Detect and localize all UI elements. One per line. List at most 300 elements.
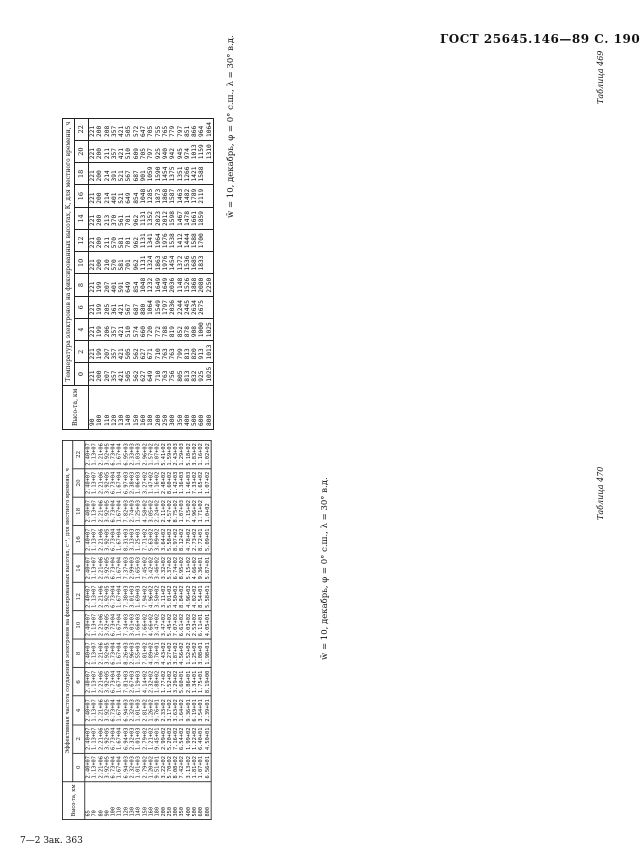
table470-caption: Эффективная частота соударений электронов на фиксированных высотах, с⁻¹, для местного времени, ч	[62, 440, 72, 781]
value-cell: 6.73+04	[110, 582, 116, 610]
value-cell: 1.16+02	[198, 440, 204, 468]
value-cell: 510	[125, 140, 132, 162]
value-cell: 1.07+02	[154, 440, 160, 468]
value-cell: 357	[111, 341, 118, 363]
value-cell: 1526	[184, 274, 191, 296]
value-cell: 609	[133, 140, 140, 162]
value-cell: 8.97+02	[173, 526, 179, 554]
value-cell: 6.73+04	[110, 725, 116, 753]
value-cell: 2.40+07	[85, 639, 92, 667]
value-cell: 2.32+03	[129, 696, 135, 724]
value-cell: 925	[198, 363, 205, 385]
altitude-cell: 200	[155, 385, 162, 429]
value-cell: 562	[133, 341, 140, 363]
value-cell: 710	[155, 363, 162, 385]
value-cell: 1.77+02	[160, 668, 166, 696]
value-cell: 1549	[155, 296, 162, 318]
value-cell: 880	[140, 296, 147, 318]
value-cell: 8.26+03	[123, 639, 129, 667]
value-cell: 1.67+04	[117, 668, 123, 696]
altitude-cell: 500	[191, 385, 198, 429]
value-cell: 199	[96, 296, 103, 318]
value-cell: 8.60+02	[167, 469, 173, 497]
hour-header: 0	[73, 753, 85, 781]
value-cell: 1.01+03	[135, 725, 141, 753]
value-cell: 813	[184, 363, 191, 385]
value-cell: 9.36+01	[198, 554, 204, 582]
altitude-cell: 300	[173, 781, 179, 819]
value-cell: 2.21+06	[98, 639, 104, 667]
value-cell: 7.01+02	[142, 639, 148, 667]
value-cell: 6.73+04	[110, 526, 116, 554]
value-cell: 5.60+01	[179, 668, 185, 696]
value-cell: 2012	[162, 207, 169, 229]
value-cell: 671	[147, 341, 154, 363]
hour-header: 8	[73, 639, 85, 667]
value-cell: 1598	[169, 207, 176, 229]
value-cell: 1000	[198, 318, 205, 340]
value-cell: 391	[111, 163, 118, 185]
value-cell: 1.67+04	[117, 639, 123, 667]
value-cell: 214	[104, 185, 111, 207]
value-cell: 7.81+03	[123, 668, 129, 696]
hour-header: 6	[75, 296, 89, 318]
table469-hours-row	[75, 118, 89, 429]
altitude-cell: 100	[96, 385, 103, 429]
hour-header: 16	[75, 185, 89, 207]
value-cell: 561	[118, 207, 125, 229]
value-cell: 974	[184, 140, 191, 162]
value-cell: 2675	[198, 296, 205, 318]
value-cell: 5.58+01	[204, 582, 211, 610]
value-cell: 2.67+03	[129, 668, 135, 696]
value-cell: 3.87+02	[173, 639, 179, 667]
value-cell: 581	[118, 229, 125, 251]
value-cell: 401	[111, 274, 118, 296]
table470-body	[85, 440, 211, 819]
value-cell: 6.56+01	[204, 753, 211, 781]
altitude-cell: 180	[154, 781, 160, 819]
altitude-cell: 400	[186, 781, 192, 819]
table469-condition: w̄ = 10, декабрь, φ = 0° с.ш., λ = 30° в.д.	[226, 35, 236, 218]
value-cell: 3.92+05	[104, 753, 110, 781]
value-cell: 3.42+02	[148, 554, 154, 582]
value-cell	[206, 185, 214, 207]
value-cell: 2.38+03	[129, 469, 135, 497]
value-cell: 3.01+03	[129, 582, 135, 610]
value-cell: 1.52+02	[186, 639, 192, 667]
value-cell: 1588	[191, 229, 198, 251]
value-cell: 1131	[140, 252, 147, 274]
value-cell: 2.21+06	[98, 668, 104, 696]
value-cell: 6.73+04	[110, 440, 116, 468]
value-cell: 1375	[169, 163, 176, 185]
value-cell: 7.71+02	[142, 526, 148, 554]
value-cell: 4.66+02	[148, 611, 154, 639]
hour-header: 22	[75, 118, 89, 140]
value-cell: 1266	[184, 163, 191, 185]
value-cell: 908	[191, 318, 198, 340]
value-cell: 1649	[155, 274, 162, 296]
value-cell: 2036	[169, 296, 176, 318]
value-cell: 1.03+03	[135, 440, 141, 468]
value-cell: 199	[96, 274, 103, 296]
value-cell: 1.55+03	[135, 639, 141, 667]
value-cell: 7.38+03	[123, 582, 129, 610]
value-cell: 2.21+06	[98, 526, 104, 554]
altitude-cell: 140	[125, 385, 132, 429]
value-cell: 4.57+02	[167, 497, 173, 525]
value-cell: 962	[133, 207, 140, 229]
value-cell: 4.50+02	[173, 582, 179, 610]
value-cell: 5.09+01	[204, 526, 211, 554]
value-cell: 3.63+02	[173, 696, 179, 724]
table469-body	[89, 118, 214, 429]
value-cell: 221	[89, 140, 97, 162]
value-cell: 2.40+07	[85, 554, 92, 582]
value-cell: 6.95+03	[123, 440, 129, 468]
value-cell: 1.0+02	[204, 497, 211, 525]
value-cell: 1372	[177, 252, 184, 274]
value-cell: 213	[104, 207, 111, 229]
hour-header: 20	[75, 140, 89, 162]
value-cell: 221	[89, 185, 97, 207]
value-cell: 779	[169, 118, 176, 140]
value-cell: 505	[125, 118, 132, 140]
value-cell: 2036	[169, 274, 176, 296]
hour-header: 0	[75, 363, 89, 385]
value-cell: 1.52+02	[167, 668, 173, 696]
value-cell: 1463	[177, 185, 184, 207]
value-cell: 1.01+03	[135, 753, 141, 781]
altitude-cell: 65	[85, 781, 92, 819]
hour-header: 16	[73, 526, 85, 554]
value-cell: 421	[118, 341, 125, 363]
value-cell: 200	[96, 185, 103, 207]
value-cell: 2.40+07	[85, 497, 92, 525]
value-cell: 1964	[155, 229, 162, 251]
value-cell: 6.73+04	[110, 753, 116, 781]
value-cell: 649	[125, 185, 132, 207]
value-cell: 7.66+02	[142, 611, 148, 639]
value-cell: 756	[169, 363, 176, 385]
value-cell: 820	[191, 341, 198, 363]
hour-header: 20	[73, 469, 85, 497]
table-row	[104, 118, 111, 429]
value-cell: 2.21+06	[98, 497, 104, 525]
value-cell: 1310	[206, 140, 214, 162]
value-cell: 2.33+02	[160, 696, 166, 724]
hour-header: 10	[73, 611, 85, 639]
altitude-cell: 600	[198, 385, 205, 429]
value-cell: 660	[140, 318, 147, 340]
value-cell: 1048	[140, 274, 147, 296]
value-cell: 3.09+02	[154, 526, 160, 554]
table-row	[118, 118, 125, 429]
value-cell: 574	[133, 318, 140, 340]
table-row	[198, 118, 205, 429]
altitude-cell: 800	[204, 781, 211, 819]
value-cell: 401	[111, 185, 118, 207]
hour-header: 12	[75, 229, 89, 251]
value-cell: 581	[118, 252, 125, 274]
value-cell: 2.33+03	[129, 440, 135, 468]
value-cell: 1649	[162, 274, 169, 296]
value-cell: 221	[89, 363, 97, 385]
altitude-cell: 400	[184, 385, 191, 429]
value-cell: 1.13+07	[91, 696, 97, 724]
value-cell: 9.36+01	[186, 696, 192, 724]
value-cell: 7.07+02	[173, 611, 179, 639]
value-cell: 1.47+02	[148, 469, 154, 497]
hour-header: 22	[73, 440, 85, 468]
value-cell: 1478	[184, 207, 191, 229]
altitude-cell: 350	[177, 385, 184, 429]
altitude-cell: 500	[192, 781, 198, 819]
value-cell: 647	[140, 118, 147, 140]
value-cell: 945	[177, 140, 184, 162]
value-cell: 2.40+07	[85, 469, 92, 497]
hour-header: 6	[73, 668, 85, 696]
value-cell: 9.51+01	[154, 753, 160, 781]
value-cell: 7.94+02	[142, 582, 148, 610]
value-cell: 3.11+02	[160, 582, 166, 610]
value-cell: 4.56+02	[179, 639, 185, 667]
value-cell: 6.94+03	[123, 696, 129, 724]
value-cell: 1.01+03	[135, 696, 141, 724]
table470	[62, 440, 212, 820]
value-cell: 3.22+02	[160, 753, 166, 781]
value-cell: 211	[104, 140, 111, 162]
value-cell: 8.75+02	[173, 497, 179, 525]
value-cell: 962	[133, 252, 140, 274]
value-cell: 2.74+03	[129, 497, 135, 525]
hour-header: 12	[73, 582, 85, 610]
value-cell: 763	[162, 341, 169, 363]
table-row	[155, 118, 162, 429]
value-cell: 221	[89, 341, 97, 363]
value-cell: 1.71+02	[198, 497, 204, 525]
value-cell: 8.12+02	[179, 526, 185, 554]
value-cell: 505	[125, 363, 132, 385]
value-cell: 3.92+05	[104, 497, 110, 525]
value-cell: 1285	[147, 185, 154, 207]
value-cell: 649	[125, 274, 132, 296]
table469-alt-header: Высо-та, км	[63, 385, 89, 429]
hour-header: 8	[75, 274, 89, 296]
value-cell: 1013	[191, 140, 198, 162]
value-cell: 1.07+03	[179, 497, 185, 525]
value-cell: 4.89+02	[148, 639, 154, 667]
value-cell: 591	[118, 274, 125, 296]
value-cell: 942	[169, 140, 176, 162]
value-cell: 925	[155, 140, 162, 162]
value-cell: 1.13+07	[91, 440, 97, 468]
value-cell: 5.15+02	[186, 554, 192, 582]
value-cell: 6.94+03	[123, 725, 129, 753]
value-cell: 878	[184, 318, 191, 340]
value-cell: 1.59+03	[167, 440, 173, 468]
value-cell: 1536	[184, 252, 191, 274]
value-cell	[206, 163, 214, 185]
value-cell: 1.25+02	[192, 639, 198, 667]
value-cell: 2.21+06	[98, 753, 104, 781]
table-row	[184, 118, 191, 429]
value-cell: 1482	[184, 185, 191, 207]
table469-caption: Температура электронов на фиксированных высотах, К, для местного времени, ч	[63, 118, 75, 385]
altitude-cell: 110	[117, 781, 123, 819]
value-cell: 3.92+05	[104, 611, 110, 639]
value-cell: 805	[177, 363, 184, 385]
value-cell: 199	[96, 341, 103, 363]
value-cell: 1.07+02	[204, 469, 211, 497]
value-cell: 1.67+04	[117, 582, 123, 610]
table-row	[204, 440, 211, 819]
value-cell: 210	[104, 252, 111, 274]
value-cell: 1.67+04	[117, 554, 123, 582]
value-cell: 687	[133, 163, 140, 185]
value-cell: 1351	[177, 163, 184, 185]
value-cell: 7.16+02	[173, 725, 179, 753]
value-cell: 221	[89, 274, 97, 296]
value-cell: 5.01+02	[167, 582, 173, 610]
value-cell: 1789	[191, 185, 198, 207]
value-cell	[206, 252, 214, 274]
value-cell: 6.74+02	[173, 554, 179, 582]
value-cell: 2.86+01	[186, 668, 192, 696]
value-cell: 4.96+02	[148, 582, 154, 610]
value-cell	[206, 296, 214, 318]
value-cell: 5.27+02	[167, 639, 173, 667]
value-cell: 1797	[162, 296, 169, 318]
table470-wrapper	[62, 440, 212, 820]
value-cell: 1976	[162, 229, 169, 251]
table470-label: Таблица 470	[596, 466, 605, 520]
value-cell: 3.05+02	[148, 497, 154, 525]
value-cell: 3.29+02	[173, 668, 179, 696]
value-cell: 3.92+05	[104, 554, 110, 582]
value-cell: 2.96+03	[129, 639, 135, 667]
value-cell: 2.21+06	[98, 440, 104, 468]
value-cell: 521	[118, 185, 125, 207]
value-cell: 7.82+03	[123, 497, 129, 525]
table470-condition: w̄ = 10, декабрь, φ = 0° с.ш., λ = 30° в.д.	[320, 477, 330, 660]
value-cell: 1421	[191, 163, 198, 185]
altitude-cell: 180	[147, 385, 154, 429]
value-cell: 4.96+02	[192, 497, 198, 525]
value-cell: 2.40+07	[85, 582, 92, 610]
value-cell: 7.42+02	[179, 753, 185, 781]
value-cell: 799	[177, 341, 184, 363]
table-row	[111, 118, 118, 429]
hour-header: 2	[75, 341, 89, 363]
value-cell: 1.66+03	[135, 611, 141, 639]
value-cell: 2.40+07	[85, 440, 92, 468]
value-cell: 852	[177, 318, 184, 340]
value-cell: 1.65+03	[135, 554, 141, 582]
value-cell: 1590	[155, 163, 162, 185]
value-cell: 6.73+04	[110, 696, 116, 724]
hour-header: 4	[75, 318, 89, 340]
value-cell: 2.21+06	[98, 469, 104, 497]
value-cell: 1661	[191, 207, 198, 229]
value-cell: 1.88+02	[154, 668, 160, 696]
value-cell: 819	[169, 318, 176, 340]
value-cell: 1.07+01	[198, 753, 204, 781]
value-cell: 510	[125, 318, 132, 340]
value-cell: 1412	[177, 229, 184, 251]
value-cell: 1444	[184, 229, 191, 251]
table-row	[177, 118, 184, 429]
value-cell: 3.64+02	[160, 526, 166, 554]
value-cell: 772	[155, 318, 162, 340]
value-cell: 1538	[169, 229, 176, 251]
value-cell: 797	[177, 118, 184, 140]
value-cell: 2244	[177, 296, 184, 318]
value-cell: 4.05+01	[204, 611, 211, 639]
hour-header: 18	[73, 497, 85, 525]
hour-header: 14	[73, 554, 85, 582]
value-cell: 221	[89, 118, 97, 140]
table-row	[206, 118, 214, 429]
value-cell: 2.48+02	[160, 469, 166, 497]
value-cell: 570	[111, 252, 118, 274]
value-cell: 6.73+04	[110, 639, 116, 667]
value-cell: 5.87+01	[204, 554, 211, 582]
value-cell: 3.92+05	[104, 668, 110, 696]
value-cell: 1700	[198, 229, 205, 251]
value-cell: 207	[104, 363, 111, 385]
value-cell: 8.72+01	[198, 526, 204, 554]
hour-header: 2	[73, 725, 85, 753]
altitude-cell: 800	[206, 385, 214, 429]
altitude-cell: 120	[123, 781, 129, 819]
value-cell: 755	[155, 118, 162, 140]
value-cell: 7.33+02	[192, 469, 198, 497]
value-cell: 357	[111, 140, 118, 162]
value-cell: 1.16+02	[154, 469, 160, 497]
value-cell: 3.32+02	[160, 554, 166, 582]
value-cell: 1159	[198, 140, 205, 162]
value-cell: 200	[96, 163, 103, 185]
value-cell: 913	[198, 341, 205, 363]
value-cell: 2.21+06	[98, 554, 104, 582]
value-cell: 1.13+07	[91, 526, 97, 554]
altitude-cell: 90	[104, 781, 110, 819]
table470-hours-row	[73, 440, 85, 819]
value-cell: 6.19+01	[192, 696, 198, 724]
hour-header: 14	[75, 207, 89, 229]
value-cell: 505	[125, 341, 132, 363]
value-cell: 200	[96, 140, 103, 162]
value-cell: 214	[104, 163, 111, 185]
hour-header: 18	[75, 163, 89, 185]
value-cell: 851	[184, 118, 191, 140]
value-cell: 1.06+03	[135, 469, 141, 497]
value-cell: 200	[96, 118, 103, 140]
altitude-cell: 150	[133, 385, 140, 429]
value-cell: 1.67+04	[117, 611, 123, 639]
value-cell: 2.99+02	[160, 725, 166, 753]
value-cell: 562	[133, 363, 140, 385]
value-cell: 3.76+01	[154, 639, 160, 667]
hour-header: 4	[73, 696, 85, 724]
value-cell: 3.92+05	[104, 725, 110, 753]
value-cell: 7.15+02	[186, 497, 192, 525]
value-cell: 8.54+01	[198, 582, 204, 610]
value-cell: 572	[133, 118, 140, 140]
value-cell: 3.01+03	[129, 611, 135, 639]
